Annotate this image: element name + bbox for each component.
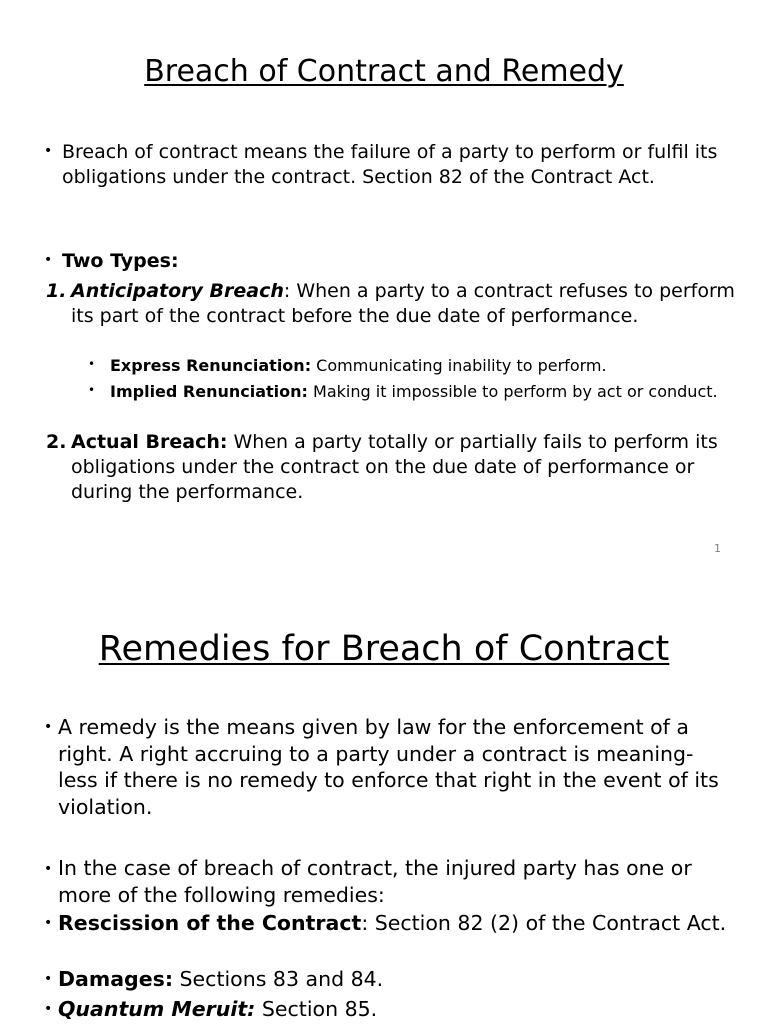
bullet: • [44,719,53,735]
bullet: • [44,971,53,987]
quantum-meruit-term: Quantum Meruit: [58,997,256,1021]
implied-renunciation-text: Making it impossible to perform by act or conduct. [307,382,718,401]
express-renunciation-item [110,355,730,378]
express-renunciation-term: Express Renunciation: [110,356,312,375]
remedy-definition-paragraph: A remedy is the means given by law for the enforcement of a right. A right accruing to a party under a contract is meaning-less if there is no remedy to enforce that right in the event of its violation. [58,715,719,819]
express-renunciation-text: Communicating inability to perform. [311,356,607,375]
damages-text: Sections 83 and 84. [173,967,384,991]
rescission-text: : Section 82 (2) of the Contract Act. [361,911,727,935]
sub-bullet: • [88,357,96,371]
anticipatory-breach-text: : When a party to a contract refuses to perform its part of the contract before the due date of performance. [71,280,735,327]
anticipatory-breach-term: Anticipatory Breach [71,280,284,302]
intro-paragraph [62,140,732,190]
sub-bullet: • [88,383,96,397]
rescission-term: Rescission of the Contract [58,911,362,935]
remedies-intro-paragraph: In the case of breach of contract, the injured party has one or more of the following remedies: [58,856,692,907]
actual-breach-item [71,430,736,505]
bullet: • [44,143,53,159]
quantum-meruit-text: Section 85. [255,997,378,1021]
slide-2 [0,576,768,1024]
page-number: 1 [714,542,721,555]
bullet: • [44,861,53,877]
bullet: • [44,252,53,268]
actual-breach-term: Actual Breach: [71,431,228,453]
types-heading: Two Types: [62,250,179,272]
remedy-damages [58,966,730,993]
implied-renunciation-item [110,381,730,404]
anticipatory-breach-item [71,279,736,329]
bullet: • [44,1001,53,1017]
damages-term: Damages: [58,967,174,991]
intro-text: Breach of contract means the failure of a party to perform or fulfil its obligations under the contract. Section 82 of the Contract Act. [62,141,718,188]
list-number-1: 1. [46,280,67,302]
list-number-2: 2. [46,431,67,453]
bullet: • [44,915,53,931]
slide-1-title: Breach of Contract and Remedy [144,54,624,89]
actual-breach-text: When a party totally or partially fails to perform its obligations under the contract on the due date of performance or during the performance. [71,431,718,503]
remedy-rescission [58,910,730,937]
slide-2-title: Remedies for Breach of Contract [98,629,670,669]
implied-renunciation-term: Implied Renunciation: [110,382,308,401]
remedy-quantum-meruit [58,996,730,1023]
